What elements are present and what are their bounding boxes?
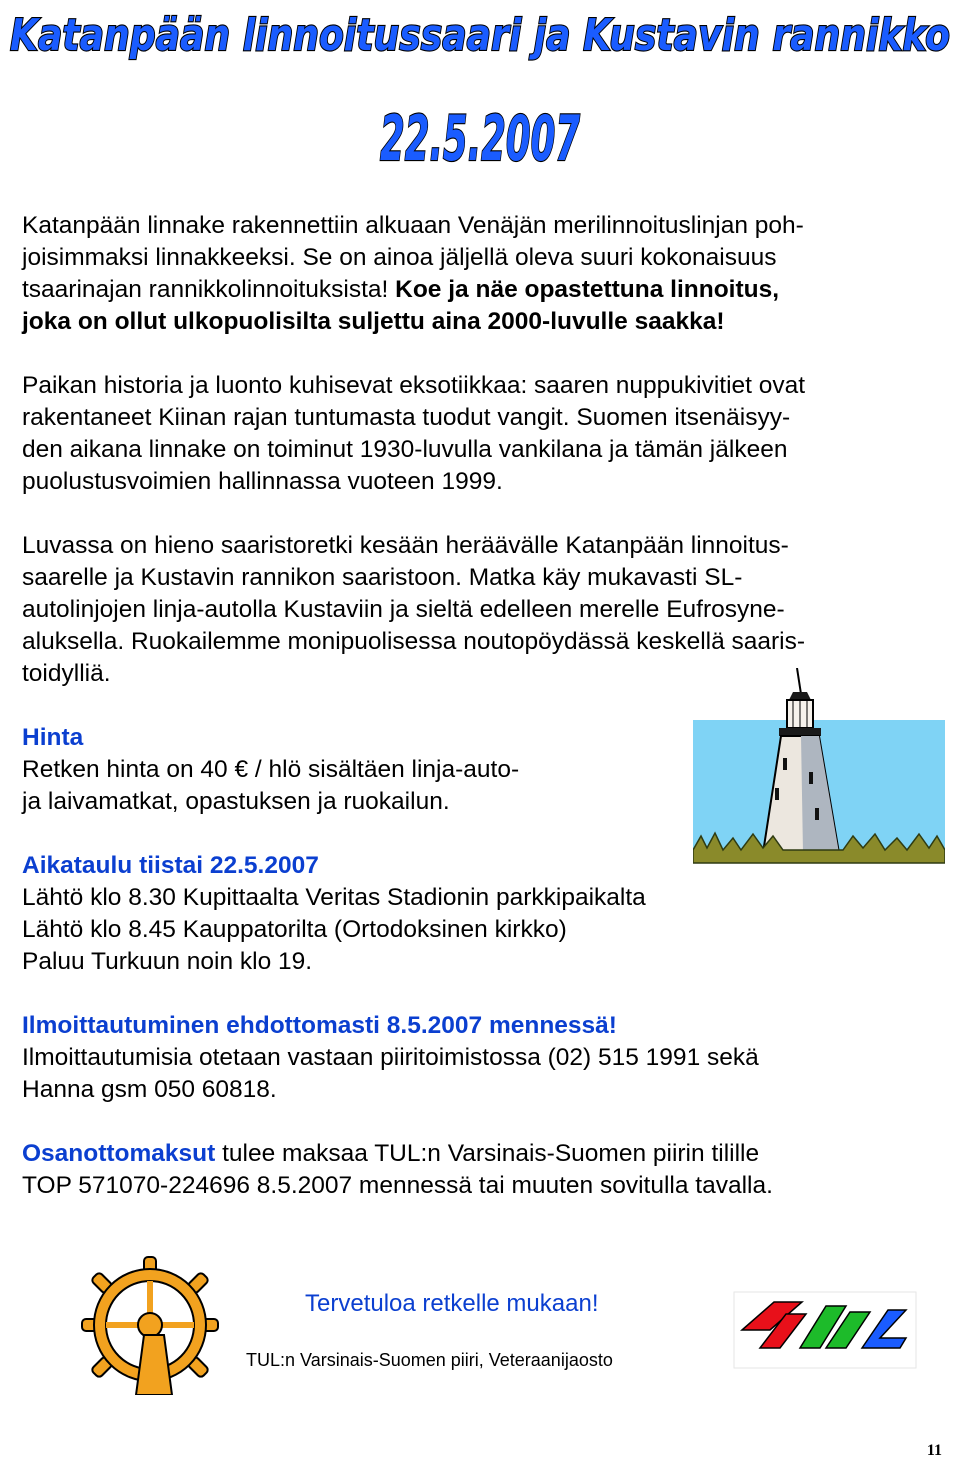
intro-line: tsaarinajan rannikkolinnoituksista! [22, 276, 389, 303]
fees-section [22, 1138, 942, 1202]
price-heading: Hinta [22, 724, 84, 751]
history-line: rakentaneet Kiinan rajan tuntumasta tuodut vangit. Suomen itsenäisyy- [22, 404, 791, 431]
schedule-line: Lähtö klo 8.45 Kauppatorilta (Ortodoksinen kirkko) [22, 916, 567, 943]
history-line: den aikana linnake on toiminut 1930-luvulla vankilana ja tämän jälkeen [22, 436, 788, 463]
lighthouse-icon [693, 668, 945, 868]
trip-line: saarelle ja Kustavin rannikon saaristoon. Matka käy mukavasti SL- [22, 564, 743, 591]
trip-line: toidylliä. [22, 660, 111, 687]
trip-line: aluksella. Ruokailemme monipuolisessa noutopöydässä keskellä saaris- [22, 628, 806, 655]
price-line: Retken hinta on 40 € / hlö sisältäen linja-auto- [22, 756, 520, 783]
intro-line: joisimmaksi linnakkeeksi. Se on ainoa jäljellä oleva suuri kokonaisuus [22, 244, 777, 271]
organization-name: TUL:n Varsinais-Suomen piiri, Veteraanijaosto [246, 1350, 613, 1370]
intro-line: Katanpään linnake rakennettiin alkuaan Venäjän merilinnoituslinjan poh- [22, 212, 804, 239]
tul-logo [730, 1290, 920, 1370]
history-paragraph [22, 370, 942, 498]
welcome-text: Tervetuloa retkelle mukaan! [305, 1290, 599, 1317]
intro-highlight: Koe ja näe opastettuna linnoitus, [388, 276, 780, 303]
logo-text: TUL [730, 1290, 732, 1291]
registration-line: Ilmoittautumisia otetaan vastaan piiritoimistossa (02) 515 1991 sekä [22, 1044, 759, 1071]
page-title: Katanpään linnoitussaari ja Kustavin rannikko [10, 10, 950, 61]
intro-paragraph [22, 210, 942, 338]
page-number: 11 [926, 1442, 942, 1459]
price-line: ja laivamatkat, opastuksen ja ruokailun. [22, 788, 450, 815]
trip-line: Luvassa on hieno saaristoretki kesään heräävälle Katanpään linnoitus- [22, 532, 789, 559]
schedule-section [22, 850, 942, 978]
history-line: puolustusvoimien hallinnassa vuoteen 1999. [22, 468, 503, 495]
fees-line: TOP 571070-224696 8.5.2007 mennessä tai muuten sovitulla tavalla. [22, 1172, 773, 1199]
title-banner [0, 0, 960, 175]
trip-line: autolinjojen linja-autolla Kustaviin ja sieltä edelleen merelle Eufrosyne- [22, 596, 785, 623]
schedule-line: Paluu Turkuun noin klo 19. [22, 948, 313, 975]
intro-highlight: joka on ollut ulkopuolisilta suljettu aina 2000-luvulle saakka! [22, 308, 725, 335]
registration-section [22, 1010, 942, 1106]
schedule-heading: Aikataulu tiistai 22.5.2007 [22, 852, 319, 879]
history-line: Paikan historia ja luonto kuhisevat eksotiikkaa: saaren nuppukivitiet ovat [22, 372, 806, 399]
ship-wheel-icon [80, 1255, 220, 1395]
schedule-line: Lähtö klo 8.30 Kupittaalta Veritas Stadionin parkkipaikalta [22, 884, 646, 911]
fees-label: Osanottomaksut [22, 1140, 216, 1167]
event-date: 22.5.2007 [380, 102, 581, 175]
trip-paragraph [22, 530, 942, 690]
registration-line: Hanna gsm 050 60818. [22, 1076, 277, 1103]
fees-line: tulee maksaa TUL:n Varsinais-Suomen piirin tilille [215, 1140, 760, 1167]
registration-heading: Ilmoittautuminen ehdottomasti 8.5.2007 mennessä! [22, 1012, 617, 1039]
